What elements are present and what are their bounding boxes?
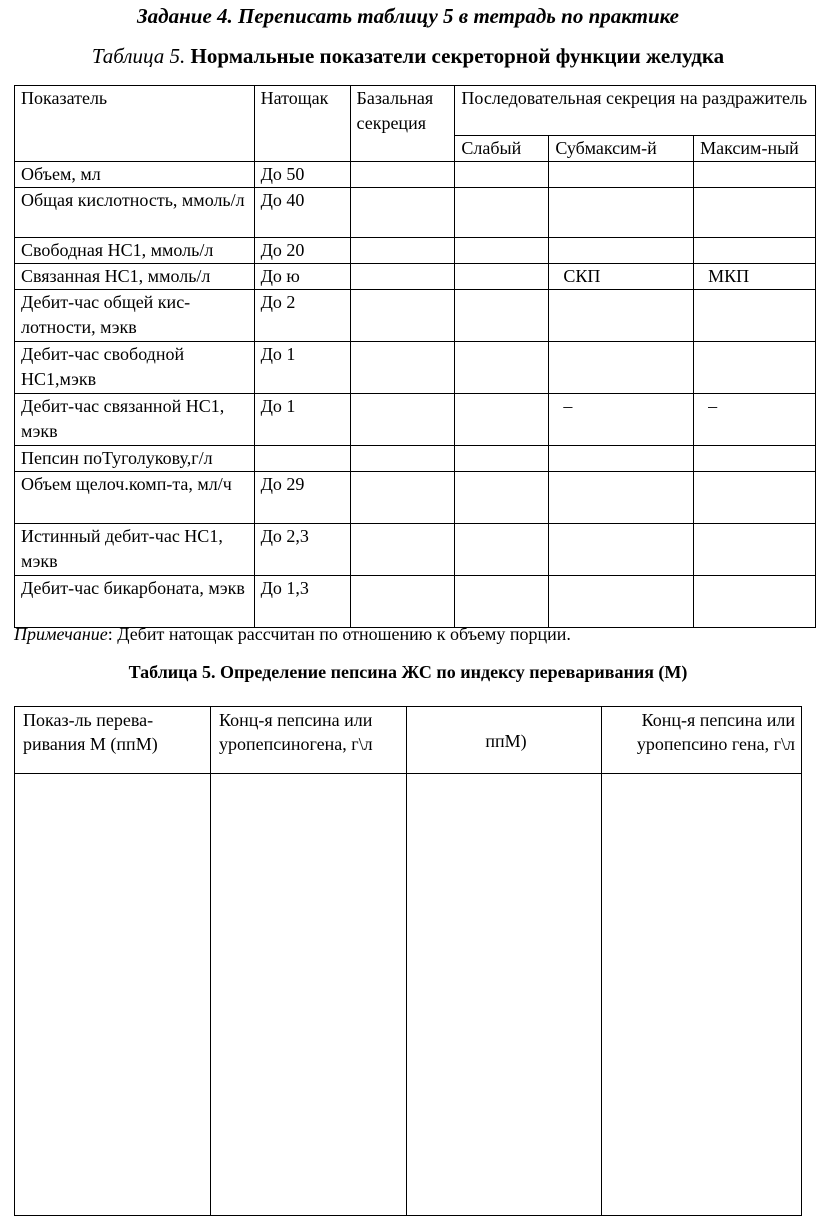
row-fasting <box>254 446 350 472</box>
table1-caption-prefix: Таблица 5. <box>91 44 186 68</box>
table2-caption: Таблица 5. Определение пепсина ЖС по индексу переваривания (М) <box>128 662 688 682</box>
note-text: : Дебит натощак рассчитан по отношению к объему порции. <box>107 624 571 644</box>
row-basal <box>350 524 455 576</box>
row-weak <box>455 162 549 188</box>
empty-cell <box>407 774 602 1216</box>
row-fasting: До 50 <box>254 162 350 188</box>
row-weak <box>455 524 549 576</box>
header-pepsin-concentration: Конц-я пепсина или уропепсиногена, г\л <box>211 707 407 774</box>
row-fasting: До 1 <box>254 394 350 446</box>
empty-cell <box>602 774 802 1216</box>
row-submax <box>549 188 694 238</box>
row-weak <box>455 576 549 628</box>
row-basal <box>350 290 455 342</box>
row-submax <box>549 238 694 264</box>
table-note <box>14 624 571 645</box>
secretory-function-table <box>14 85 816 628</box>
row-basal <box>350 162 455 188</box>
note-label: Примечание <box>14 624 108 644</box>
row-submax <box>549 576 694 628</box>
row-max <box>694 342 816 394</box>
row-max <box>694 162 816 188</box>
table1-caption <box>0 44 816 69</box>
row-weak <box>455 342 549 394</box>
header-max: Максим-ный <box>694 136 816 162</box>
row-fasting: До 20 <box>254 238 350 264</box>
header-ppm: ппМ) <box>407 707 602 774</box>
task-title: Задание 4. Переписать таблицу 5 в тетрадь по практике <box>137 4 679 28</box>
header-sequential: Последовательная секреция на раздражитель <box>455 86 816 136</box>
row-weak <box>455 446 549 472</box>
row-fasting: До 2 <box>254 290 350 342</box>
row-basal <box>350 446 455 472</box>
row-basal <box>350 188 455 238</box>
row-indicator: Дебит-час бикарбоната, мэкв <box>15 576 255 628</box>
empty-cell <box>211 774 407 1216</box>
header-basal: Базальная секреция <box>350 86 455 162</box>
row-weak <box>455 238 549 264</box>
table-row <box>15 162 816 188</box>
row-fasting: До 2,3 <box>254 524 350 576</box>
row-max <box>694 238 816 264</box>
header-digestion-index: Показ-ль перева-ривания М (ппМ) <box>15 707 211 774</box>
row-max <box>694 446 816 472</box>
row-basal <box>350 238 455 264</box>
table-row <box>15 264 816 290</box>
row-basal <box>350 264 455 290</box>
row-max: МКП <box>694 264 816 290</box>
row-submax: – <box>549 394 694 446</box>
row-submax <box>549 524 694 576</box>
row-basal <box>350 472 455 524</box>
header-indicator: Показатель <box>15 86 255 162</box>
header-submax: Субмаксим-й <box>549 136 694 162</box>
row-submax <box>549 446 694 472</box>
row-fasting: До 1 <box>254 342 350 394</box>
row-weak <box>455 290 549 342</box>
row-indicator: Общая кислотность, ммоль/л <box>15 188 255 238</box>
row-max <box>694 290 816 342</box>
row-fasting: До 1,3 <box>254 576 350 628</box>
table-row <box>15 446 816 472</box>
row-indicator: Свободная НС1, ммоль/л <box>15 238 255 264</box>
row-max <box>694 524 816 576</box>
header-uropepsin-concentration: Конц-я пепсина или уропепсино гена, г\л <box>602 707 802 774</box>
header-weak: Слабый <box>455 136 549 162</box>
row-fasting: До ю <box>254 264 350 290</box>
row-weak <box>455 472 549 524</box>
row-max <box>694 188 816 238</box>
table-row <box>15 472 816 524</box>
row-indicator: Пепсин поТуголукову,г/л <box>15 446 255 472</box>
table-row <box>15 394 816 446</box>
row-indicator: Истинный дебит-час НС1, мэкв <box>15 524 255 576</box>
row-basal <box>350 576 455 628</box>
table1-caption-title: Нормальные показатели секреторной функции желудка <box>190 44 725 68</box>
row-weak <box>455 188 549 238</box>
table-row <box>15 238 816 264</box>
header-fasting: Натощак <box>254 86 350 162</box>
row-basal <box>350 394 455 446</box>
table-row <box>15 342 816 394</box>
row-indicator: Связанная НС1, ммоль/л <box>15 264 255 290</box>
table-row <box>15 290 816 342</box>
row-max <box>694 472 816 524</box>
row-weak <box>455 264 549 290</box>
table-row <box>15 774 802 1216</box>
row-fasting: До 29 <box>254 472 350 524</box>
table-row <box>15 188 816 238</box>
row-submax <box>549 162 694 188</box>
row-max <box>694 576 816 628</box>
row-submax <box>549 342 694 394</box>
row-max: – <box>694 394 816 446</box>
row-indicator: Дебит-час свободной НС1,мэкв <box>15 342 255 394</box>
pepsin-digestion-table <box>14 706 802 1216</box>
row-fasting: До 40 <box>254 188 350 238</box>
row-indicator: Дебит-час общей кис-лотности, мэкв <box>15 290 255 342</box>
row-basal <box>350 342 455 394</box>
table-row <box>15 576 816 628</box>
row-indicator: Дебит-час связанной НС1, мэкв <box>15 394 255 446</box>
table-row <box>15 524 816 576</box>
row-submax <box>549 472 694 524</box>
empty-cell <box>15 774 211 1216</box>
row-weak <box>455 394 549 446</box>
row-submax <box>549 290 694 342</box>
row-submax: СКП <box>549 264 694 290</box>
row-indicator: Объем, мл <box>15 162 255 188</box>
row-indicator: Объем щелоч.комп-та, мл/ч <box>15 472 255 524</box>
